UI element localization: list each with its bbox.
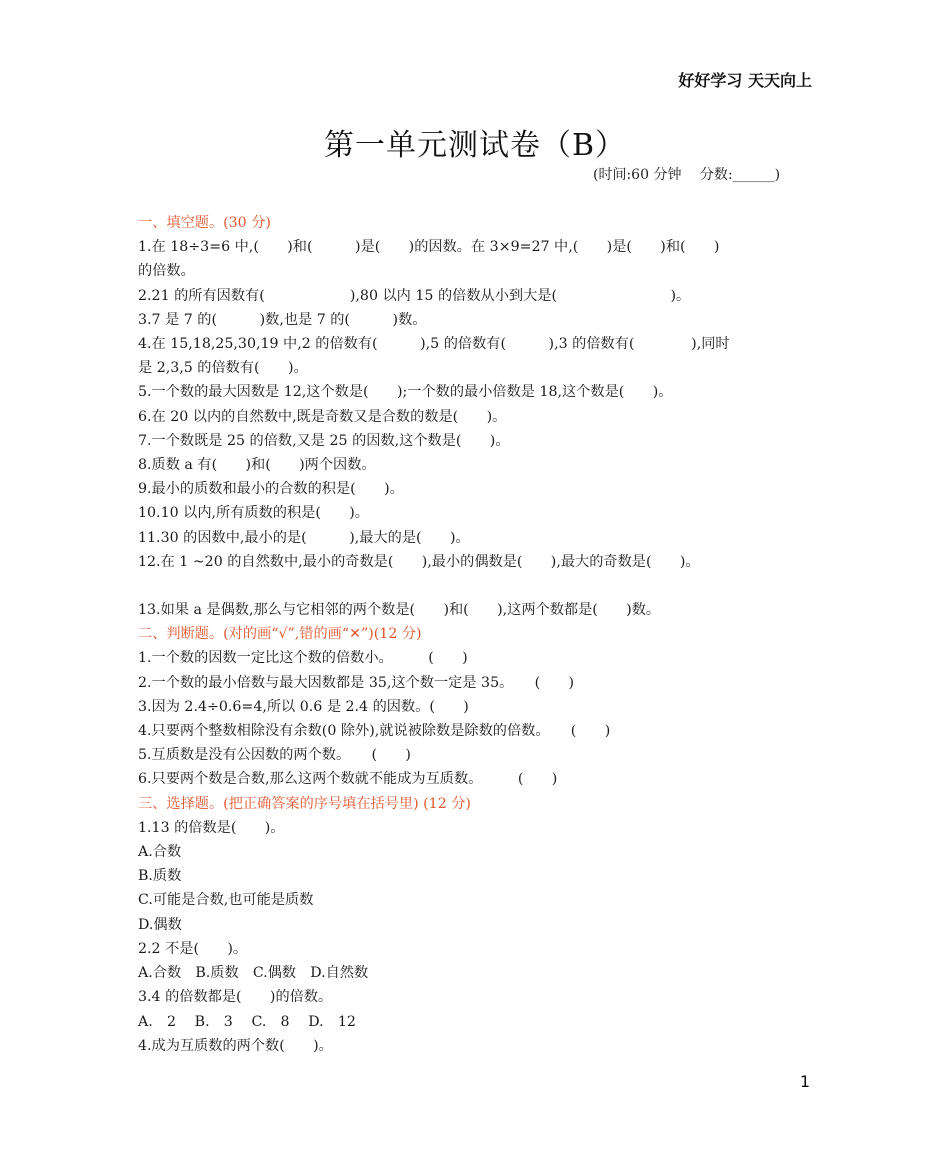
- section-heading-judge: 二、判断题。(对的画“√”,错的画“✕”)(12 分): [138, 626, 422, 643]
- time-score-line: (时间:60 分钟 分数:______): [593, 167, 781, 183]
- question-fill-8: 8.质数 a 有( )和( )两个因数。: [138, 457, 376, 474]
- question-choice-2: 2.2 不是( )。: [138, 940, 248, 957]
- option-choice-1c: C.可能是合数,也可能是质数: [138, 892, 314, 909]
- question-judge-4: 4.只要两个整数相除没有余数(0 除外),就说被除数是除数的倍数。 ( ): [138, 723, 611, 740]
- question-judge-5: 5.互质数是没有公因数的两个数。 ( ): [138, 747, 411, 764]
- options-choice-2: A.合数 B.质数 C.偶数 D.自然数: [138, 965, 369, 982]
- question-fill-6: 6.在 20 以内的自然数中,既是奇数又是合数的数是( )。: [138, 408, 507, 425]
- question-fill-4b: 是 2,3,5 的倍数有( )。: [138, 360, 308, 377]
- question-fill-7: 7.一个数既是 25 的倍数,又是 25 的因数,这个数是( )。: [138, 432, 510, 449]
- question-fill-11: 11.30 的因数中,最小的是( ),最大的是( )。: [138, 529, 470, 546]
- spacer: [138, 574, 818, 598]
- question-fill-5: 5.一个数的最大因数是 12,这个数是( );一个数的最小倍数是 18,这个数是( )。: [138, 384, 673, 401]
- section-heading-fill: 一、填空题。(30 分): [138, 215, 271, 231]
- question-fill-4a: 4.在 15,18,25,30,19 中,2 的倍数有( ),5 的倍数有( ),3 的倍数有( ),同时: [138, 336, 730, 353]
- question-choice-4: 4.成为互质数的两个数( )。: [138, 1037, 333, 1054]
- option-choice-1b: B.质数: [138, 868, 182, 885]
- question-judge-6: 6.只要两个数是合数,那么这两个数就不能成为互质数。 ( ): [138, 771, 558, 788]
- question-fill-13: 13.如果 a 是偶数,那么与它相邻的两个数是( )和( ),这两个数都是( )数。: [138, 602, 661, 619]
- worksheet-content: [138, 211, 818, 1058]
- question-choice-3: 3.4 的倍数都是( )的倍数。: [138, 989, 333, 1006]
- question-judge-3: 3.因为 2.4÷0.6=4,所以 0.6 是 2.4 的因数。( ): [138, 698, 469, 715]
- question-fill-3: 3.7 是 7 的( )数,也是 7 的( )数。: [138, 311, 427, 328]
- options-choice-3: A. 2 B. 3 C. 8 D. 12: [138, 1013, 356, 1030]
- question-fill-12: 12.在 1 ~20 的自然数中,最小的奇数是( ),最小的偶数是( ),最大的奇数是( )。: [138, 553, 700, 570]
- question-judge-1: 1.一个数的因数一定比这个数的倍数小。 ( ): [138, 650, 468, 667]
- section-heading-choice: 三、选择题。(把正确答案的序号填在括号里) (12 分): [138, 795, 471, 812]
- question-judge-2: 2.一个数的最小倍数与最大因数都是 35,这个数一定是 35。 ( ): [138, 674, 575, 691]
- question-fill-2: 2.21 的所有因数有( ),80 以内 15 的倍数从小到大是( )。: [138, 287, 691, 304]
- question-fill-1a: 1.在 18÷3=6 中,( )和( )是( )的因数。在 3×9=27 中,( )是( )和( ): [138, 239, 720, 256]
- question-fill-9: 9.最小的质数和最小的合数的积是( )。: [138, 481, 404, 498]
- question-choice-1: 1.13 的倍数是( )。: [138, 819, 285, 836]
- option-choice-1d: D.偶数: [138, 916, 182, 933]
- page-number: 1: [799, 1072, 810, 1091]
- question-fill-1b: 的倍数。: [138, 263, 195, 280]
- header-motto: 好好学习 天天向上: [678, 71, 812, 90]
- question-fill-10: 10.10 以内,所有质数的积是( )。: [138, 505, 369, 522]
- option-choice-1a: A.合数: [138, 844, 182, 861]
- page-title: 第一单元测试卷（B）: [323, 128, 627, 163]
